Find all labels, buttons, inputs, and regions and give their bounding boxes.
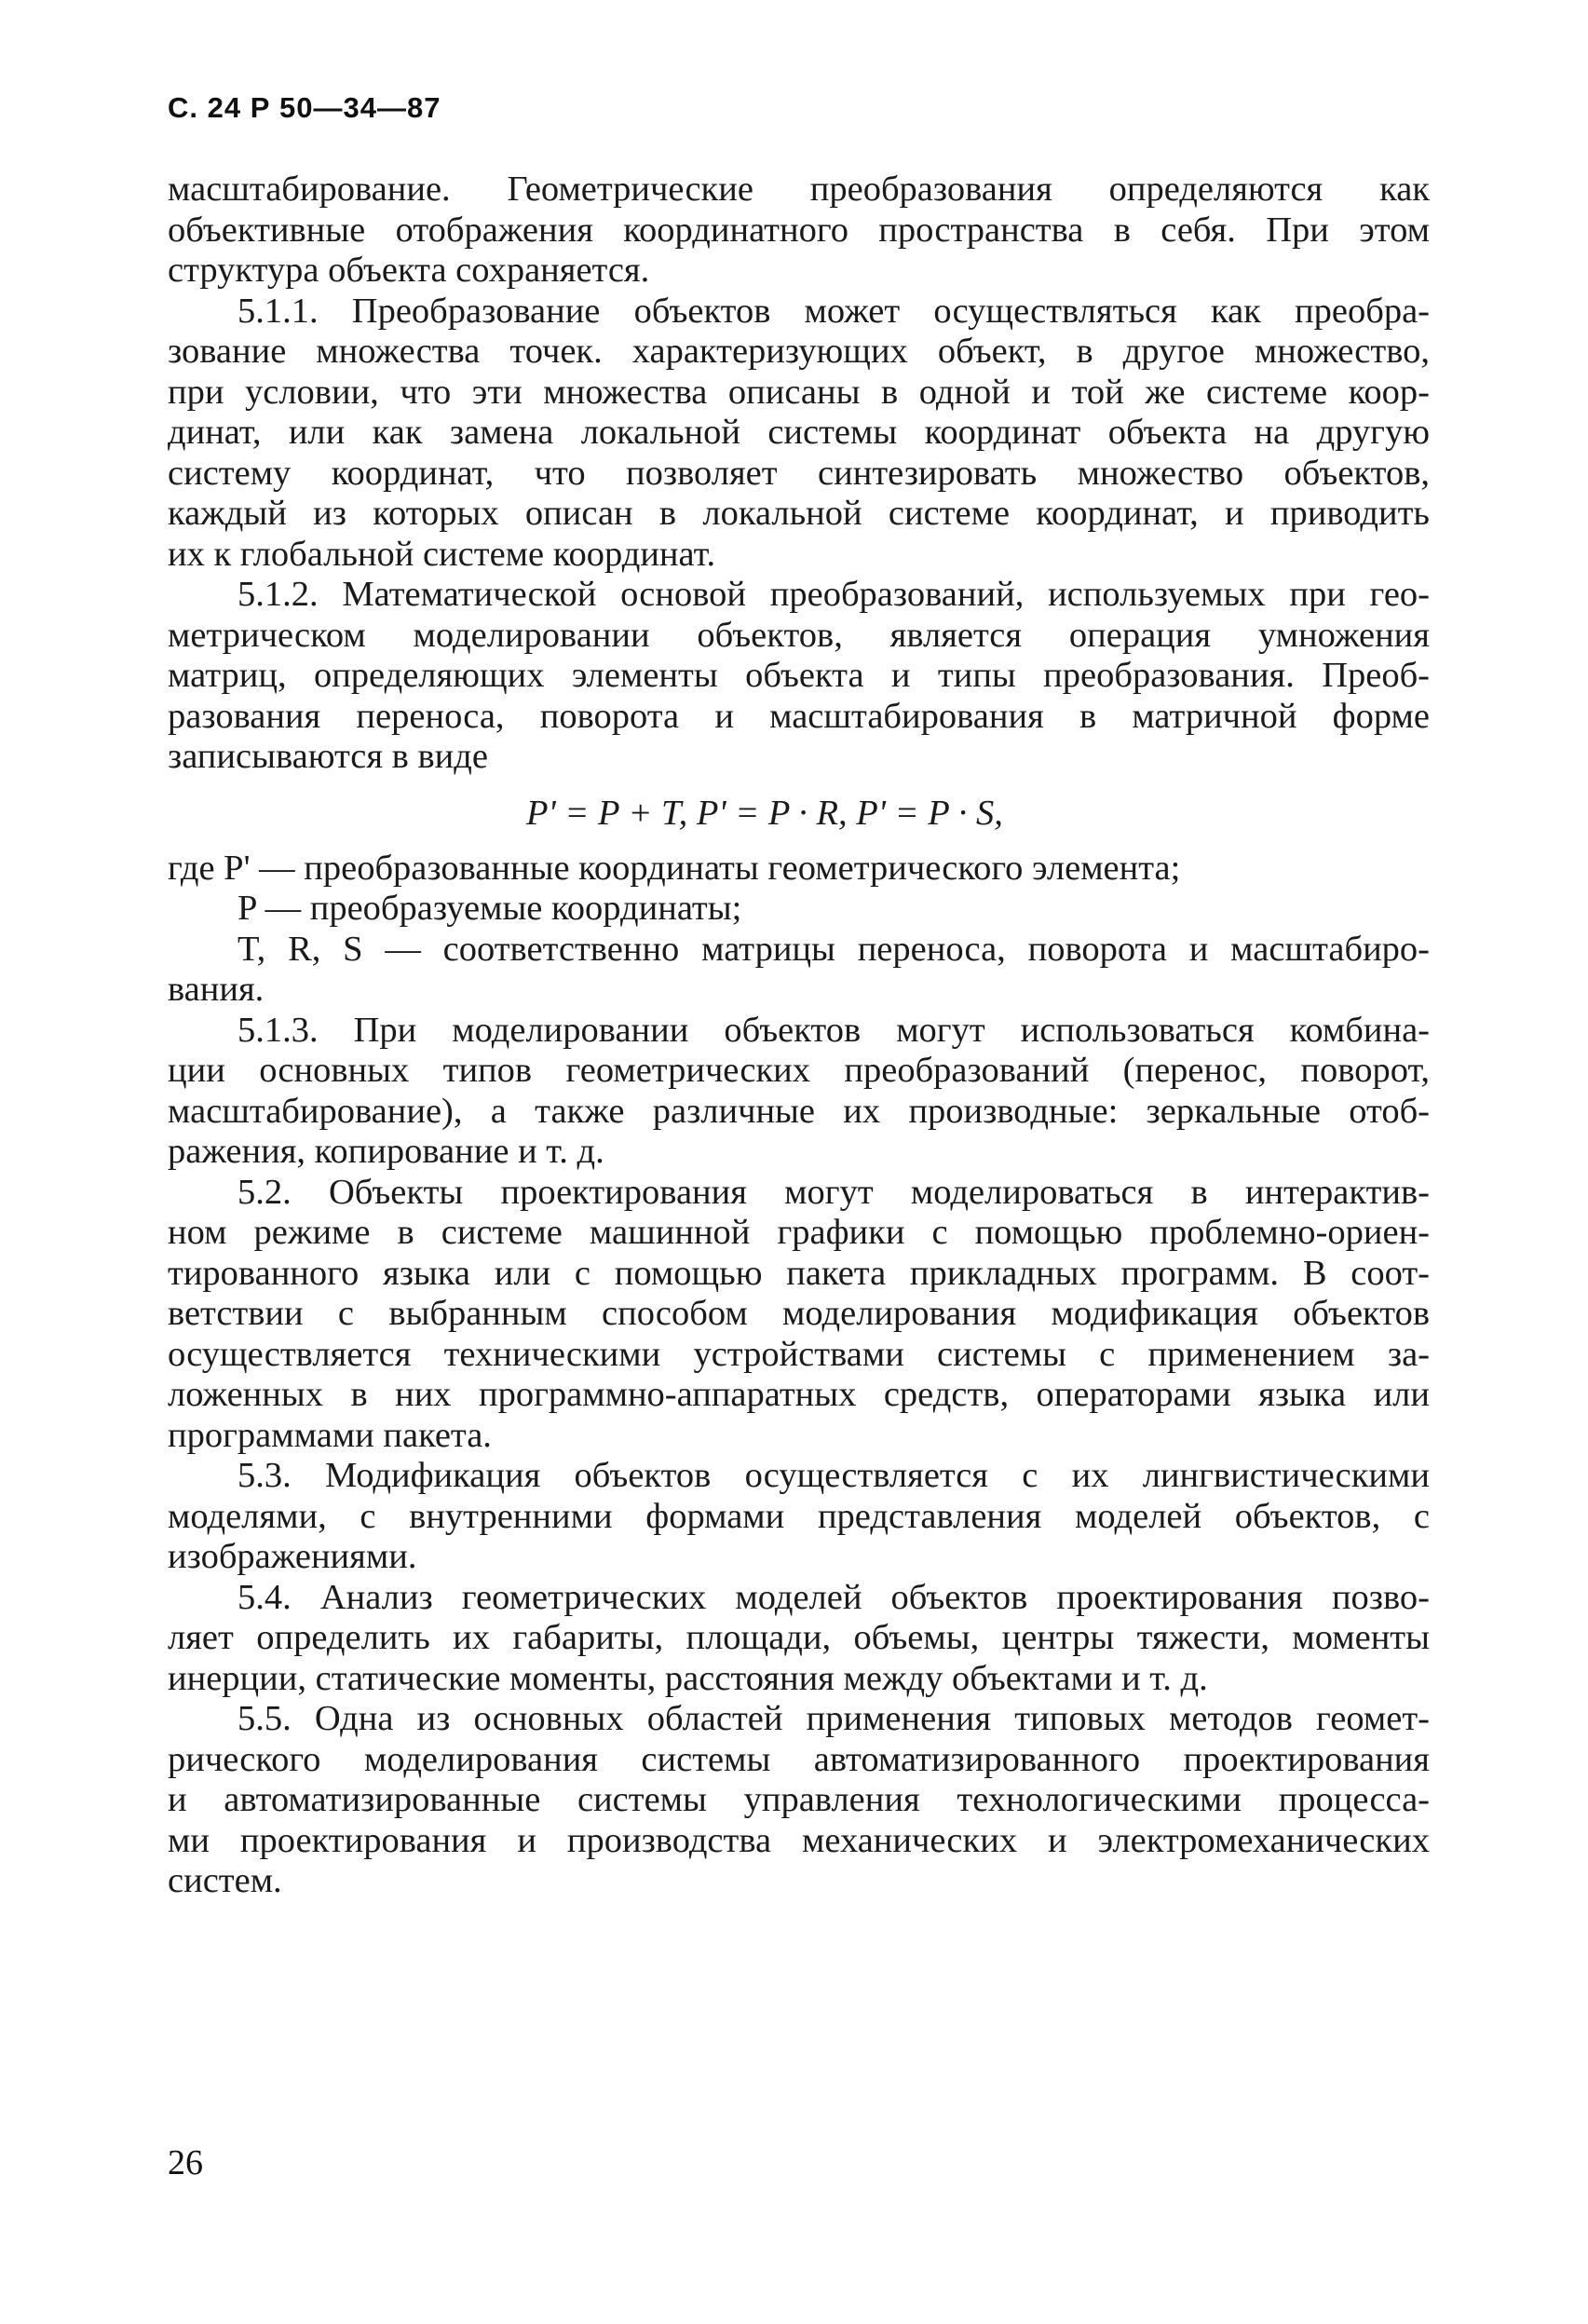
text-line: программами пакета. <box>168 1415 492 1455</box>
text-line: их к глобальной системе координат. <box>168 534 716 574</box>
text-line: при условии, что эти множества описаны в одной и той же системе коор- <box>168 372 1430 412</box>
text-line: ложенных в них программно-аппаратных средств, операторами языка или <box>168 1375 1430 1414</box>
paragraph-5-2-start: 5.2. Объекты проектирования могут моделироваться в интерактив- <box>238 1172 1430 1212</box>
text-line: каждый из которых описан в локальной системе координат, и приводить <box>168 494 1430 533</box>
text-line: осуществляется техническими устройствами системы с применением за- <box>168 1334 1430 1374</box>
transformation-formula: P' = P + T, P' = P · R, P' = P · S, <box>526 793 1003 833</box>
text-line: записываются в виде <box>168 737 488 776</box>
formula-legend-line: где P' — преобразованные координаты геометрического элемента; <box>168 848 1181 888</box>
page-number: 26 <box>168 2143 203 2182</box>
paragraph-5-1-2-start: 5.1.2. Математической основой преобразований, используемых при гео- <box>238 575 1430 614</box>
text-line: ляет определить их габариты, площади, объемы, центры тяжести, моменты <box>168 1618 1430 1657</box>
body-text <box>168 170 1430 1902</box>
text-line: объективные отображения координатного пространства в себя. При этом <box>168 210 1430 250</box>
text-line: зование множества точек. характеризующих объект, в другое множество, <box>168 332 1430 371</box>
text-line: рического моделирования системы автоматизированного проектирования <box>168 1739 1430 1779</box>
text-line: масштабирование. Геометрические преобразования определяются как <box>168 170 1430 209</box>
text-line: ражения, копирование и т. д. <box>168 1132 604 1171</box>
text-line: разования переноса, поворота и масштабирования в матричной форме <box>168 696 1430 736</box>
running-head: С. 24 Р 50—34—87 <box>168 91 441 124</box>
text-line: вания. <box>168 970 265 1009</box>
text-line: динат, или как замена локальной системы координат объекта на другую <box>168 413 1430 452</box>
text-line: метрическом моделировании объектов, является операция умножения <box>168 615 1430 655</box>
text-line: ми проектирования и производства механических и электромеханических <box>168 1820 1430 1860</box>
text-line: моделями, с внутренними формами представления моделей объектов, с <box>168 1496 1430 1536</box>
text-line: матриц, определяющих элементы объекта и типы преобразования. Преоб- <box>168 656 1430 695</box>
paragraph-5-1-1-start: 5.1.1. Преобразование объектов может осуществляться как преобра- <box>238 291 1430 331</box>
text-line: изображениями. <box>168 1537 417 1576</box>
text-line: ветствии с выбранным способом моделирования модификация объектов <box>168 1294 1430 1333</box>
text-line: систему координат, что позволяет синтезировать множество объектов, <box>168 453 1430 493</box>
paragraph-5-5-start: 5.5. Одна из основных областей применения типовых методов геомет- <box>238 1699 1430 1738</box>
text-line: инерции, статические моменты, расстояния между объектами и т. д. <box>168 1658 1208 1698</box>
text-line: масштабирование), а также различные их производные: зеркальные отоб- <box>168 1091 1430 1131</box>
text-line: структура объекта сохраняется. <box>168 251 650 290</box>
text-line: ции основных типов геометрических преобразований (перенос, поворот, <box>168 1051 1430 1090</box>
paragraph-5-3-start: 5.3. Модификация объектов осуществляется с их лингвистическими <box>238 1456 1430 1495</box>
formula-legend-line: P — преобразуемые координаты; <box>238 889 742 928</box>
formula-legend-line: T, R, S — соответственно матрицы переноса, поворота и масштабиро- <box>238 929 1430 969</box>
text-line: систем. <box>168 1861 282 1900</box>
text-line: и автоматизированные системы управления технологическими процесса- <box>168 1780 1430 1819</box>
paragraph-5-4-start: 5.4. Анализ геометрических моделей объектов проектирования позво- <box>238 1577 1430 1617</box>
text-line: ном режиме в системе машинной графики с помощью проблемно-ориен- <box>168 1213 1430 1252</box>
text-line: тированного языка или с помощью пакета прикладных программ. В соот- <box>168 1253 1430 1293</box>
paragraph-5-1-3-start: 5.1.3. При моделировании объектов могут использоваться комбина- <box>238 1010 1430 1050</box>
